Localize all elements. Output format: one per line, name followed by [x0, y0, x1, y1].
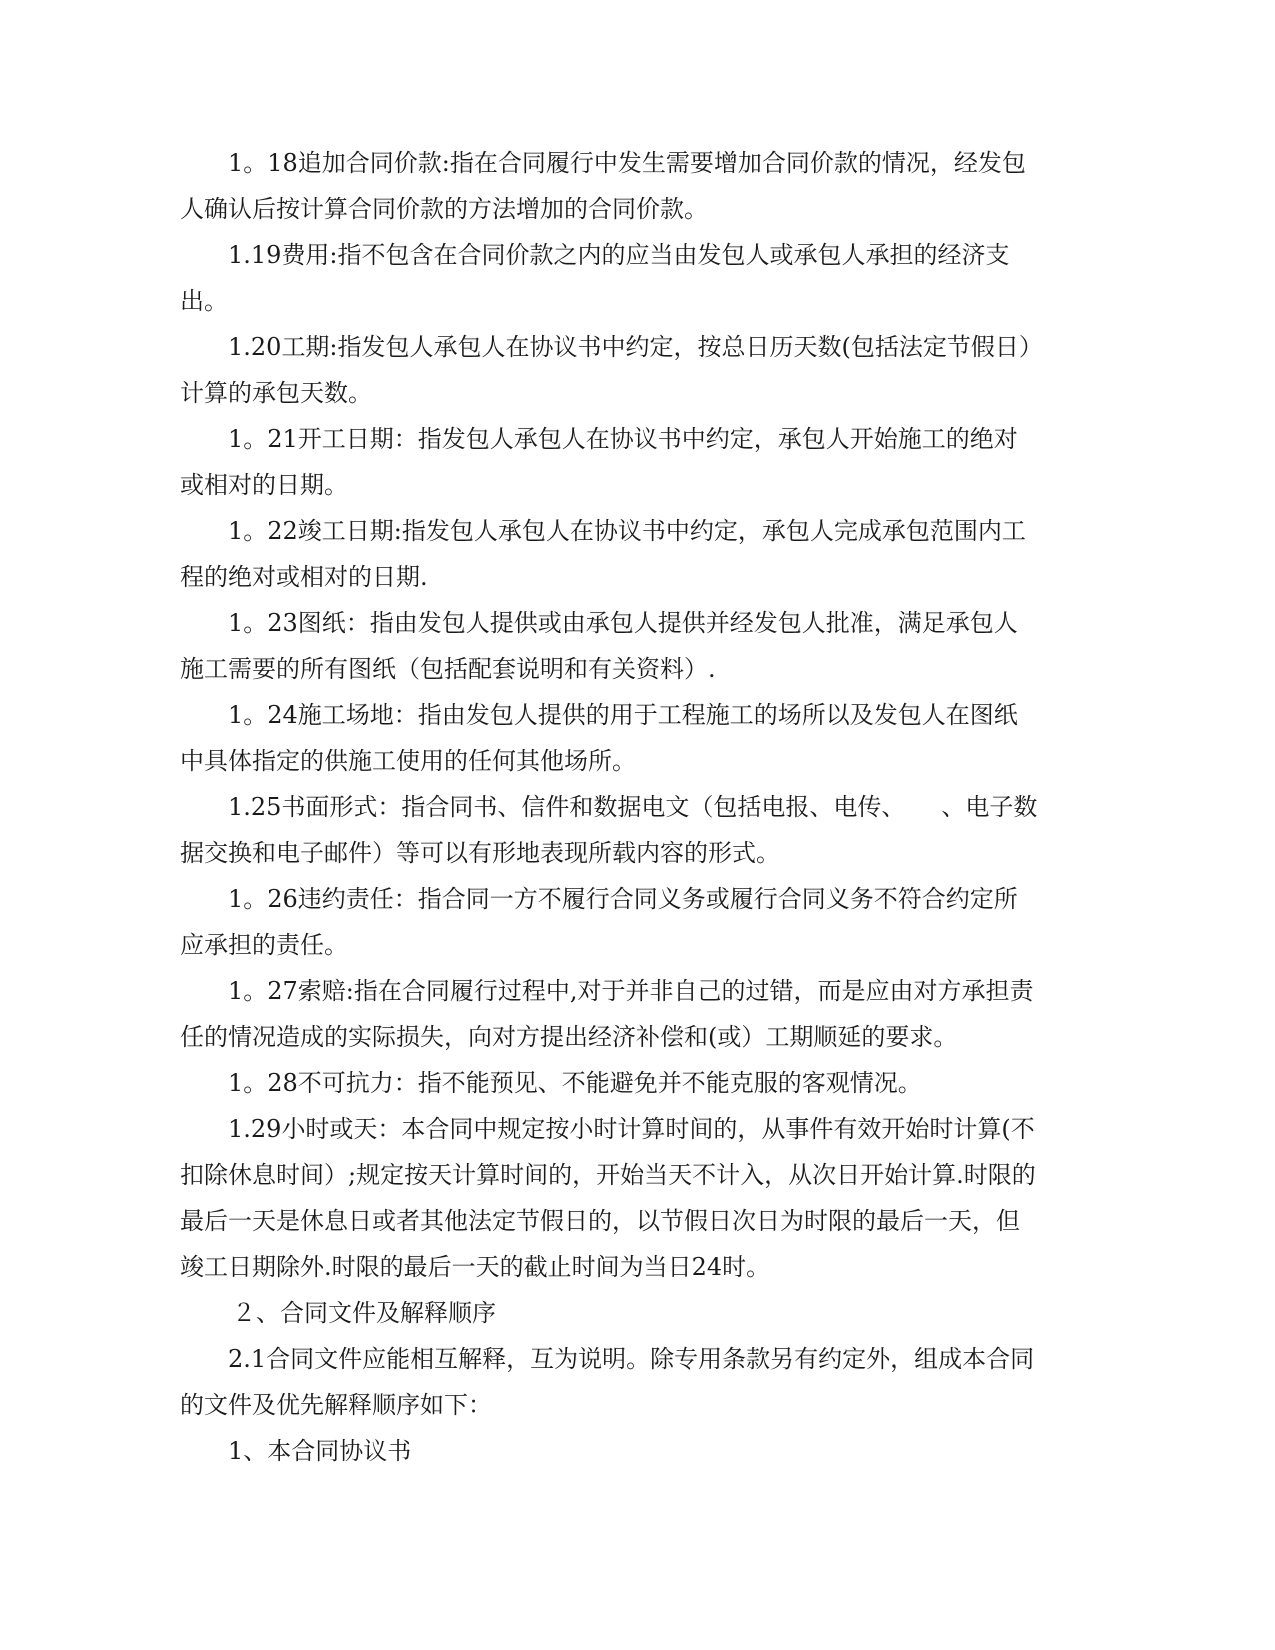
document-body — [180, 140, 1040, 1474]
clause-1-25: 1.25书面形式：指合同书、信件和数据电文（包括电报、电传、 、电子数据交换和电子邮件）等可以有形地表现所载内容的形式。 — [180, 793, 1038, 867]
clause-1-22: 1。22竣工日期:指发包人承包人在协议书中约定，承包人完成承包范围内工程的绝对或相对的日期. — [180, 517, 1026, 591]
clause-1-21: 1。21开工日期：指发包人承包人在协议书中约定，承包人开始施工的绝对或相对的日期。 — [180, 425, 1018, 499]
clause-1-20: 1.20工期:指发包人承包人在协议书中约定，按总日历天数(包括法定节假日）计算的承包天数。 — [180, 333, 1031, 407]
clause-1-18: 1。18追加合同价款:指在合同履行中发生需要增加合同价款的情况，经发包人确认后按计算合同价款的方法增加的合同价款。 — [180, 149, 1026, 223]
clause-1-23: 1。23图纸：指由发包人提供或由承包人提供并经发包人批准，满足承包人施工需要的所有图纸（包括配套说明和有关资料）. — [180, 609, 1018, 683]
clause-1-24: 1。24施工场地：指由发包人提供的用于工程施工的场所以及发包人在图纸中具体指定的供施工使用的任何其他场所。 — [180, 701, 1018, 775]
section-2-heading: ２、合同文件及解释顺序 — [232, 1299, 496, 1327]
clause-1-28: 1。28不可抗力：指不能预见、不能避免并不能克服的客观情况。 — [228, 1069, 922, 1097]
clause-1-27: 1。27索赔:指在合同履行过程中,对于并非自己的过错，而是应由对方承担责任的情况造成的实际损失，向对方提出经济补偿和(或）工期顺延的要求。 — [180, 977, 1034, 1051]
list-item-1: 1、本合同协议书 — [228, 1437, 412, 1465]
clause-2-1: 2.1合同文件应能相互解释，互为说明。除专用条款另有约定外，组成本合同的文件及优先解释顺序如下： — [180, 1345, 1035, 1419]
clause-1-29: 1.29小时或天：本合同中规定按小时计算时间的，从事件有效开始时计算(不扣除休息时间）;规定按天计算时间的，开始当天不计入，从次日开始计算.时限的最后一天是休息日或者其他法定节假日的，以节假日次日为时限的最后一天，但竣工日期除外.时限的最后一天的截止时间为当日24时。 — [180, 1115, 1036, 1281]
clause-1-19: 1.19费用:指不包含在合同价款之内的应当由发包人或承包人承担的经济支出。 — [180, 241, 1010, 315]
clause-1-26: 1。26违约责任：指合同一方不履行合同义务或履行合同义务不符合约定所应承担的责任。 — [180, 885, 1018, 959]
